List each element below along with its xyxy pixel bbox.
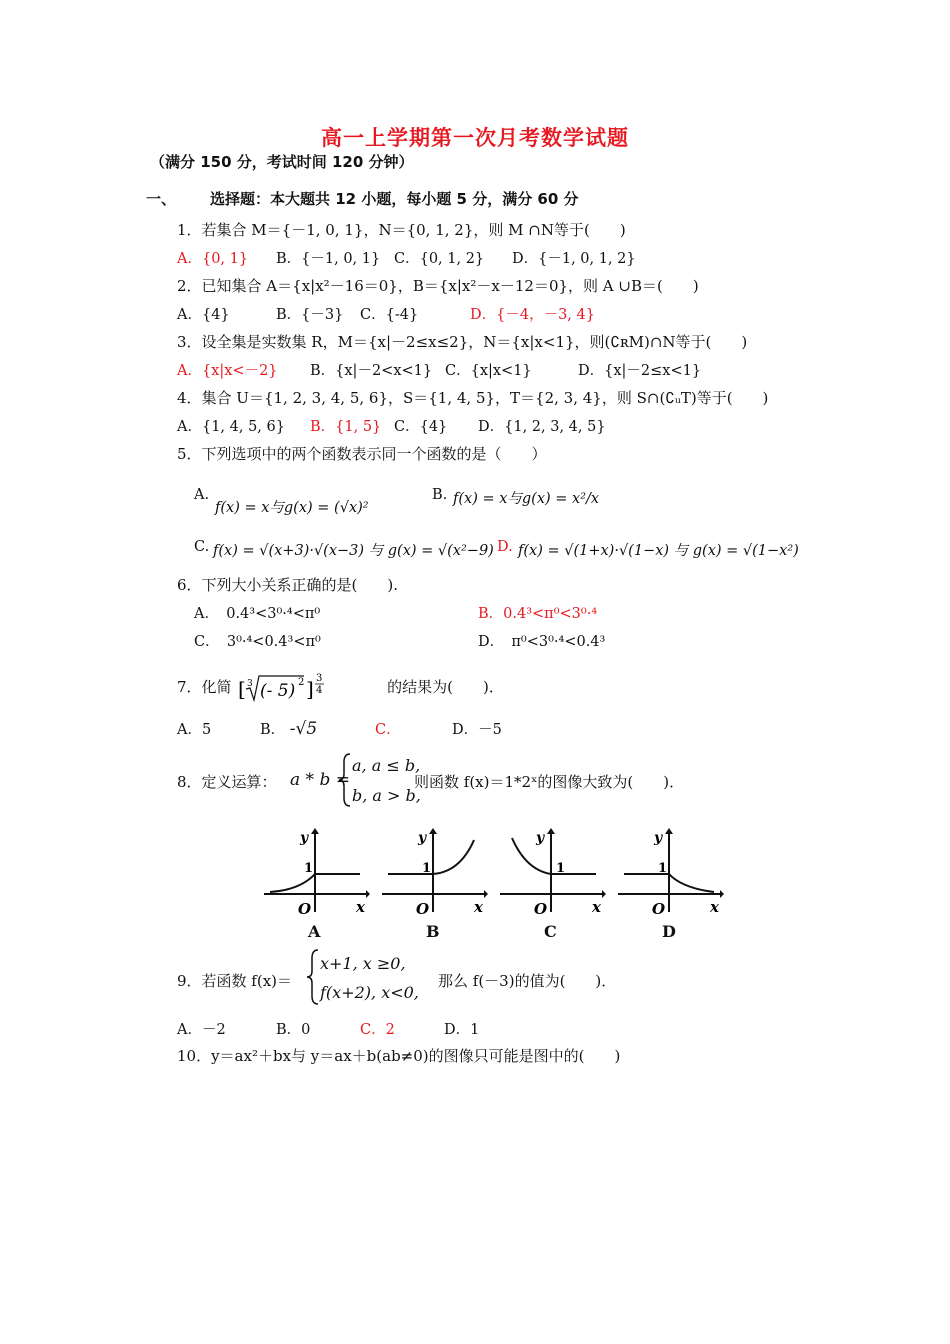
svg-text:O: O <box>298 900 312 918</box>
q5-option-b-label: B. <box>432 487 448 503</box>
q9-option-c: C．2 <box>360 1022 395 1038</box>
q3-option-a: A．{x|x<－2} <box>177 363 278 379</box>
q8-graph-c <box>498 826 606 922</box>
q9-option-d: D．1 <box>444 1022 480 1038</box>
q7-option-c: C． <box>375 722 401 738</box>
q8-graph-b <box>380 826 488 922</box>
section-text: 选择题：本大题共 12 小题，每小题 5 分，满分 60 分 <box>210 190 579 208</box>
q8-stem-post: 则函数 f(x)＝1*2ˣ的图像大致为( )． <box>414 773 685 791</box>
q2-option-a: A．{4} <box>177 307 230 323</box>
q8-graph-label-c: C <box>544 922 557 941</box>
svg-text:4: 4 <box>316 685 323 696</box>
q4-option-b: B．{1, 5} <box>310 419 382 435</box>
q7-option-a: A．5 <box>177 722 212 738</box>
svg-text:1: 1 <box>422 861 432 876</box>
svg-text:x: x <box>710 898 719 916</box>
svg-text:]: ] <box>306 677 315 701</box>
svg-text:y: y <box>536 830 545 846</box>
svg-text:y: y <box>654 830 663 846</box>
q8-stem-pre: 8．定义运算： <box>177 773 277 791</box>
q1-stem: 1．若集合 M＝{－1, 0, 1}，N＝{0, 1, 2}，则 M ∩N等于( ) <box>177 221 626 239</box>
q5-option-a-expr: f(x) = x与g(x) = (√x)² <box>215 500 369 516</box>
q9-case-1: x+1, x ≥0, <box>320 954 406 973</box>
q7-option-d: D．－5 <box>452 722 502 738</box>
q6-option-c: C． 3⁰·⁴<0.4³<π⁰ <box>194 634 321 650</box>
q8-graph-label-d: D <box>662 922 676 941</box>
section-number: 一、 <box>146 190 177 208</box>
q1-option-a: A．{0, 1} <box>177 251 249 267</box>
section-heading <box>146 188 579 209</box>
svg-text:x: x <box>356 898 365 916</box>
q6-stem: 6．下列大小关系正确的是( ). <box>177 576 399 594</box>
svg-text:O: O <box>416 900 430 918</box>
q2-option-d: D．{－4，－3, 4} <box>470 307 595 323</box>
q5-option-b-expr: f(x) = x与g(x) = x²/x <box>453 491 600 507</box>
svg-text:2: 2 <box>298 677 305 688</box>
q9-stem-post: 那么 f(－3)的值为( )． <box>438 972 617 990</box>
q3-option-b: B．{x|－2<x<1} <box>310 363 433 379</box>
q8-graph-a <box>262 826 370 922</box>
q9-option-b: B．0 <box>276 1022 311 1038</box>
q7-radical-expression <box>238 671 380 705</box>
q5-option-d-expr: f(x) = √(1+x)·√(1−x) 与 g(x) = √(1−x²) <box>518 543 799 559</box>
q9-option-a: A．－2 <box>177 1022 226 1038</box>
q4-stem: 4．集合 U＝{1, 2, 3, 4, 5, 6}，S＝{1, 4, 5}，T＝{2, 3, 4}，则 S∩(∁ᵤT)等于( ) <box>177 389 769 407</box>
q2-stem: 2．已知集合 A＝{x|x²－16＝0}，B＝{x|x²－x－12＝0}，则 A ∪B＝( ) <box>177 277 699 295</box>
q3-option-d: D．{x|－2≤x<1} <box>578 363 702 379</box>
svg-text:O: O <box>652 900 666 918</box>
q4-option-d: D．{1, 2, 3, 4, 5} <box>478 419 606 435</box>
q5-option-c-expr: f(x) = √(x+3)·√(x−3) 与 g(x) = √(x²−9) <box>213 543 494 559</box>
svg-text:1: 1 <box>556 861 566 876</box>
q8-case-1: a, a ≤ b, <box>352 756 421 775</box>
q7-stem-pre: 7．化简 <box>177 678 232 696</box>
q7-stem <box>177 671 504 705</box>
q6-option-d: D． π⁰<3⁰·⁴<0.4³ <box>478 634 606 650</box>
q7-option-b-expr: -√5 <box>289 719 318 739</box>
svg-text:[: [ <box>238 677 247 701</box>
svg-text:3: 3 <box>247 679 254 689</box>
svg-text:1: 1 <box>658 861 668 876</box>
svg-text:(- 5): (- 5) <box>260 681 296 701</box>
q6-option-b: B．0.4³<π⁰<3⁰·⁴ <box>478 606 598 622</box>
q9-case-2: f(x+2), x<0, <box>320 983 419 1002</box>
svg-text:O: O <box>534 900 548 918</box>
q3-option-c: C．{x|x<1} <box>445 363 532 379</box>
svg-text:y: y <box>418 830 427 846</box>
page-title: 高一上学期第一次月考数学试题 <box>321 126 629 150</box>
page-subtitle: （满分 150 分，考试时间 120 分钟） <box>150 153 414 171</box>
q5-option-a-label: A. <box>194 487 210 503</box>
svg-text:x: x <box>474 898 483 916</box>
q8-operator: a * b = <box>290 770 350 790</box>
q8-case-2: b, a > b, <box>352 786 421 805</box>
q3-stem: 3．设全集是实数集 R，M＝{x|－2≤x≤2}，N＝{x|x<1}，则(∁ʀM)∩N等于( ) <box>177 333 748 351</box>
q5-option-c-label: C. <box>194 539 210 555</box>
q7-stem-post: 的结果为( )． <box>387 678 504 696</box>
q10-stem: 10．y＝ax²＋bx与 y＝ax＋b(ab≠0)的图像只可能是图中的( ) <box>177 1047 621 1065</box>
q4-option-a: A．{1, 4, 5, 6} <box>177 419 285 435</box>
q8-graph-d <box>616 826 724 922</box>
q9-brace <box>306 948 320 1006</box>
svg-text:1: 1 <box>304 861 314 876</box>
q1-option-d: D．{－1, 0, 1, 2} <box>512 251 636 267</box>
q5-option-d-label: D. <box>497 539 513 555</box>
q9-stem-pre: 9．若函数 f(x)＝ <box>177 972 293 990</box>
q8-graph-label-a: A <box>308 922 321 941</box>
q1-option-b: B．{－1, 0, 1} <box>276 251 381 267</box>
q4-option-c: C．{4} <box>394 419 448 435</box>
q5-stem: 5．下列选项中的两个函数表示同一个函数的是（ ） <box>177 445 547 463</box>
q7-option-b-label: B． <box>260 722 286 738</box>
q2-option-c: C．{-4} <box>360 307 419 323</box>
q6-option-a: A． 0.4³<3⁰·⁴<π⁰ <box>194 606 321 622</box>
q7-option-b <box>260 718 317 739</box>
svg-text:3: 3 <box>316 673 323 684</box>
q1-option-c: C．{0, 1, 2} <box>394 251 485 267</box>
q2-option-b: B．{－3} <box>276 307 344 323</box>
svg-text:y: y <box>300 830 309 846</box>
q8-graph-label-b: B <box>426 922 440 941</box>
svg-text:x: x <box>592 898 601 916</box>
q8-brace <box>338 752 352 808</box>
